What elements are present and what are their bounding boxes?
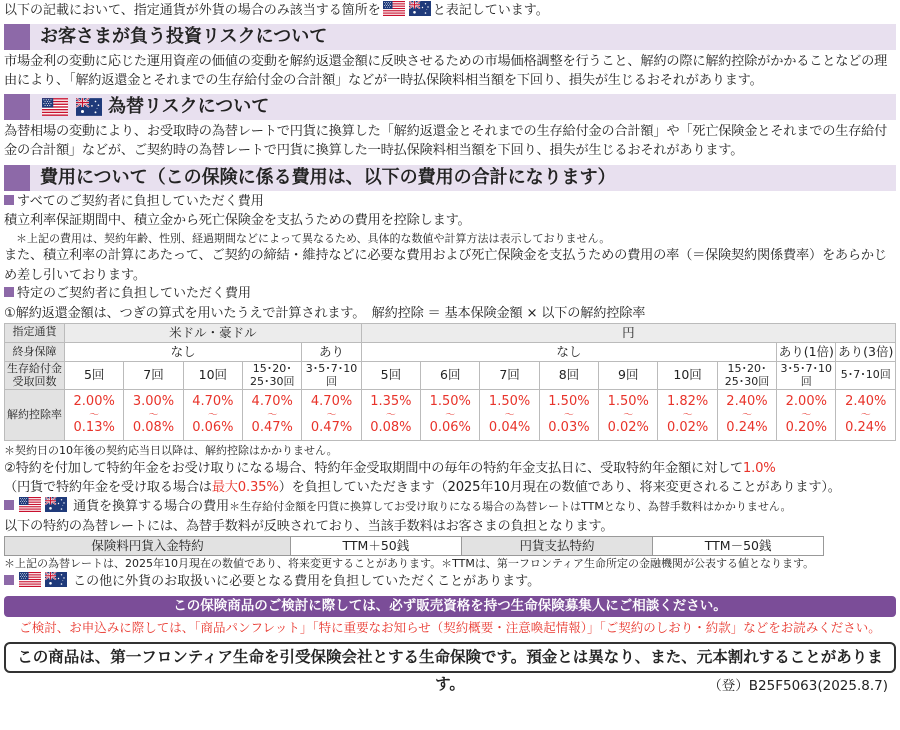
intro-line [4, 0, 896, 22]
document [4, 0, 896, 697]
jpy-life-none: なし [361, 342, 776, 361]
rate-bottom: 0.02% [607, 419, 649, 435]
rate-bottom: 0.20% [785, 419, 827, 435]
au-flag-icon [409, 1, 431, 16]
fx-cell-label: 円貨支払特約 [461, 537, 653, 556]
rate-top: 1.50% [488, 394, 531, 410]
tilde: ～ [860, 409, 871, 421]
row-header-rate: 解約控除率 [5, 390, 65, 441]
rate-bottom: 0.08% [370, 419, 412, 435]
fx-rate-table [4, 536, 824, 556]
usd-life-yes: あり [302, 342, 361, 361]
rate-top: 1.50% [607, 394, 649, 410]
rate-bottom: 0.08% [132, 419, 175, 435]
jpy-rate-cell [539, 390, 598, 441]
section-title: 費用について（この保険に係る費用は、以下の費用の合計になります） [40, 166, 616, 188]
tilde: ～ [148, 409, 159, 421]
tilde: ～ [563, 409, 574, 421]
rate-bottom: 0.06% [429, 419, 471, 435]
fx-note: ＊上記の為替レートは、2025年10月現在の数値であり、将来変更することがあります。＊TTMは、第一フロンティア生命所定の金融機関が公表する値となります。 [4, 557, 815, 571]
fx-risk-text: 為替相場の変動により、お受取時の為替レートで円貨に換算した「解約返還金とそれまでの生存給付金の合計額」や「死亡保険金とそれまでの生存給付金の合計額」などが、ご契約時の為替レートで円貨に換算した一時払保険料相当額を下回り、損失が生じるおそれがあります。 [4, 124, 888, 159]
jpy-rate-cell [480, 390, 539, 441]
jpy-rate-cell [421, 390, 480, 441]
other-fee-text: この他に外貨のお取扱いに必要となる費用を負担していただくことがあります。 [73, 574, 541, 590]
tilde: ～ [801, 409, 812, 421]
tilde: ～ [89, 409, 100, 421]
product-notice-box: この商品は、第一フロンティア生命を引受保険会社とする生命保険です。預金とは異なり、また、元本割れすることがあります。 [4, 642, 896, 673]
section-header-fees [4, 165, 896, 191]
square-bullet-icon [4, 287, 14, 297]
rate-bottom: 0.47% [310, 419, 353, 435]
note-ten-years: ＊契約日の10年後の契約応当日以降は、解約控除はかかりません。 [4, 444, 338, 457]
usd-count: 5回 [65, 362, 124, 390]
row-header-currency: 指定通貨 [5, 323, 65, 342]
section-title: 為替リスクについて [108, 96, 270, 118]
usd-count: 10回 [183, 362, 242, 390]
section-header-investment-risk [4, 24, 896, 50]
rate-bottom: 0.24% [726, 419, 768, 435]
fee-note-1: ＊上記の費用は、契約年齢、性別、経過期間などによって異なるため、具体的な数値や計算方法は表示しておりません。 [16, 231, 611, 245]
usd-count: 7回 [124, 362, 183, 390]
fx-cell-value: TTM＋50銭 [291, 537, 462, 556]
rate-bottom: 0.24% [845, 419, 887, 435]
read-documents-warning: ご検討、お申込みに際しては、「商品パンフレット」「特に重要なお知らせ（契約概要・注意喚起情報）」「ご契約のしおり・約款」などをお読みください。 [19, 620, 881, 636]
square-bullet-icon [4, 195, 14, 205]
jpy-rate-cell [658, 390, 717, 441]
us-flag-icon [383, 1, 405, 16]
tilde: ～ [326, 409, 337, 421]
header-accent-bar [4, 24, 30, 50]
header-accent-bar [4, 165, 30, 191]
au-flag-icon [45, 497, 67, 512]
rate-top: 2.00% [785, 394, 827, 410]
us-flag-icon [19, 572, 41, 587]
jpy-count: 7回 [480, 362, 539, 390]
fee-text-2: また、積立利率の計算にあたって、ご契約の締結・維持などに必要な費用および死亡保険金を支払うための費用の率（＝保険契約関係費率）をあらかじめ差し引いております。 [4, 248, 887, 283]
jpy-header: 円 [361, 323, 895, 342]
tilde: ～ [267, 409, 278, 421]
au-flag-icon [76, 98, 102, 116]
fee-text-1: 積立利率保証期間中、積立金から死亡保険金を支払うための費用を控除します。 [4, 213, 471, 229]
rider-text-c: （円貨で特約年金を受け取る場合は [4, 480, 212, 496]
usd-rate-cell [302, 390, 361, 441]
tilde: ～ [445, 409, 456, 421]
square-bullet-icon [4, 575, 14, 585]
rate-top: 2.00% [73, 394, 115, 410]
fx-fee-note: ＊生存給付金額を円貨に換算してお受け取りになる場合の為替レートはTTMとなり、為替手数料はかかりません。 [229, 500, 792, 514]
investment-risk-text: 市場金利の変動に応じた運用資産の価値の変動を解約返還金額に反映させるための市場価格調整を行うこと、解約の際に解約控除がかかることなどの理由により、「解約返還金とそれまでの生存給付金の合計額」などが一時払保険料相当額を下回り、損失が生じるおそれがあります。 [4, 54, 888, 89]
fx-cell-value: TTM－50銭 [653, 537, 824, 556]
intro-before: 以下の記載において、指定通貨が外貨の場合のみ該当する箇所を [4, 3, 381, 18]
jpy-count: 9回 [599, 362, 658, 390]
rider-rate-jpy: 最大0.35% [211, 480, 279, 496]
rate-top: 4.70% [310, 394, 353, 410]
rate-top: 4.70% [251, 394, 293, 410]
usd-rate-cell [183, 390, 242, 441]
jpy-count: 5･7･10回 [836, 362, 896, 390]
subhead-all-contractors [4, 193, 896, 212]
us-flag-icon [42, 98, 68, 116]
header-accent-bar [4, 94, 30, 120]
rate-top: 1.50% [429, 394, 471, 410]
usd-count: 3･5･7･10回 [302, 362, 361, 390]
usd-rate-cell [124, 390, 183, 441]
jpy-count: 3･5･7･10回 [777, 362, 836, 390]
tilde: ～ [623, 409, 634, 421]
tilde: ～ [385, 409, 396, 421]
square-bullet-icon [4, 500, 14, 510]
rate-bottom: 0.03% [548, 419, 590, 435]
surrender-formula: ①解約返還金額は、つぎの算式を用いたうえで計算されます。 解約控除 ＝ 基本保険金額 × 以下の解約控除率 [4, 305, 646, 321]
rate-top: 1.50% [548, 394, 590, 410]
jpy-rate-cell [777, 390, 836, 441]
jpy-life-yes1: あり(1倍) [777, 342, 836, 361]
jpy-count: 15･20･25･30回 [717, 362, 776, 390]
rate-top: 1.82% [666, 394, 709, 410]
us-flag-icon [19, 497, 41, 512]
subhead-text: すべてのご契約者に負担していただく費用 [17, 193, 264, 209]
rate-top: 1.35% [370, 394, 412, 410]
jpy-rate-cell [717, 390, 776, 441]
section-header-fx-risk [4, 94, 896, 120]
section-title: お客さまが負う投資リスクについて [40, 25, 328, 47]
fx-fee-heading [4, 497, 896, 517]
usd-aud-header: 米ドル・豪ドル [65, 323, 362, 342]
subhead-text: 特定のご契約者に負担していただく費用 [17, 285, 252, 301]
jpy-rate-cell [836, 390, 896, 441]
fx-fee-title: 通貨を換算する場合の費用 [73, 499, 230, 515]
jpy-count: 6回 [421, 362, 480, 390]
jpy-count: 10回 [658, 362, 717, 390]
registration-number: （登）B25F5063(2025.8.7) [708, 678, 888, 695]
rider-annuity-fee [4, 459, 896, 497]
rider-text-e: ）を負担していただきます（2025年10月現在の数値であり、将来変更されることがあります）。 [278, 480, 841, 496]
rate-bottom: 0.47% [251, 419, 293, 435]
au-flag-icon [45, 572, 67, 587]
usd-rate-cell [243, 390, 302, 441]
rider-rate: 1.0% [742, 460, 776, 476]
rate-bottom: 0.06% [192, 419, 234, 435]
rate-bottom: 0.02% [666, 419, 709, 435]
tilde: ～ [207, 409, 218, 421]
tilde: ～ [682, 409, 693, 421]
usd-rate-cell [65, 390, 124, 441]
fx-cell-label: 保険料円貨入金特約 [5, 537, 291, 556]
jpy-life-yes3: あり(3倍) [836, 342, 896, 361]
surrender-charge-table [4, 323, 896, 441]
rate-bottom: 0.13% [73, 419, 115, 435]
jpy-count: 8回 [539, 362, 598, 390]
rider-text-a: ②特約を付加して特約年金をお受け取りになる場合、特約年金受取期間中の毎年の特約年金支払日に、受取特約年金額に対して [4, 460, 743, 476]
intro-after: と表記しています。 [432, 3, 549, 18]
tilde: ～ [741, 409, 752, 421]
row-header-count: 生存給付金受取回数 [5, 362, 65, 390]
subhead-specific-contractors [4, 285, 896, 304]
fx-fee-text: 以下の特約の為替レートには、為替手数料が反映されており、当該手数料はお客さまの負担となります。 [4, 519, 614, 535]
jpy-count: 5回 [361, 362, 420, 390]
usd-count: 15･20･25･30回 [243, 362, 302, 390]
row-header-life: 終身保障 [5, 342, 65, 361]
tilde: ～ [504, 409, 515, 421]
rate-top: 2.40% [845, 394, 887, 410]
jpy-rate-cell [361, 390, 420, 441]
other-fee-line [4, 572, 896, 592]
consult-banner: この保険商品のご検討に際しては、必ず販売資格を持つ生命保険募集人にご相談ください。 [4, 596, 896, 617]
rate-top: 2.40% [726, 394, 768, 410]
rate-bottom: 0.04% [488, 419, 531, 435]
usd-life-none: なし [65, 342, 302, 361]
rate-top: 4.70% [192, 394, 234, 410]
rate-top: 3.00% [132, 394, 175, 410]
section-title-wrap [40, 94, 269, 120]
jpy-rate-cell [599, 390, 658, 441]
